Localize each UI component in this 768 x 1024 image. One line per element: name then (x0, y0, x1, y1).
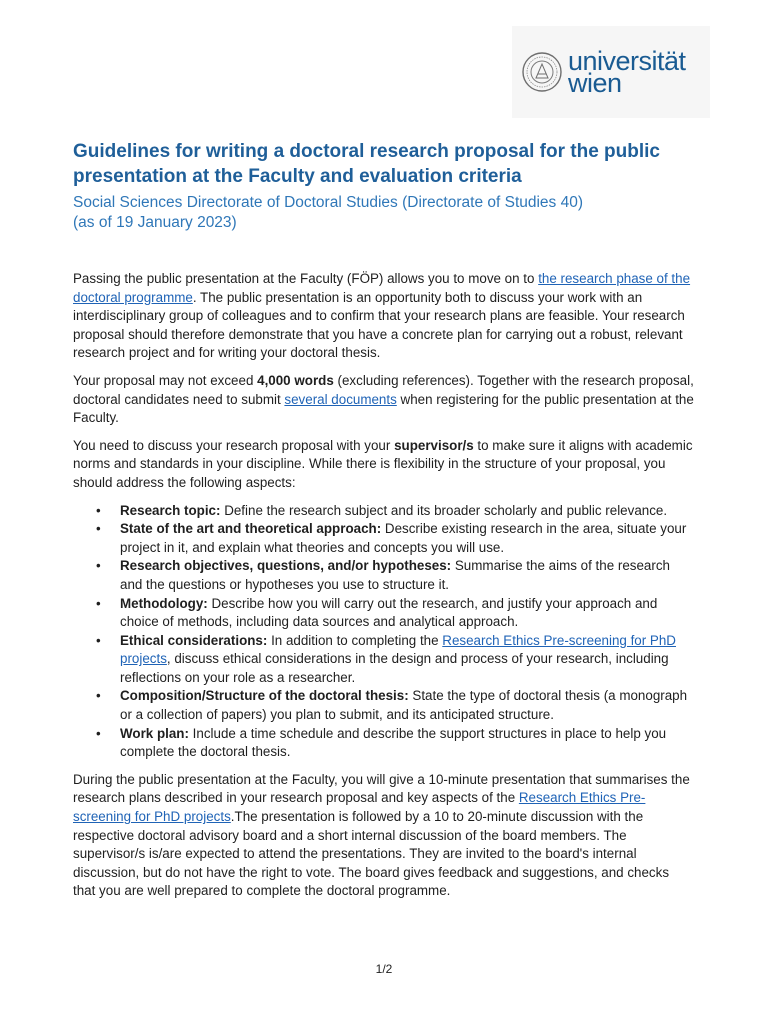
paragraph-intro (73, 270, 695, 363)
bullet: • (96, 558, 101, 574)
list-item (96, 595, 695, 632)
logo-line-1: universität (568, 46, 686, 76)
bullet: • (96, 632, 101, 648)
text: During the public presentation at the Faculty, you will give a 10-minute presentation that summarises the research plans described in your research proposal and key aspects of the (73, 771, 690, 806)
text: Your proposal may not exceed (73, 372, 258, 388)
item-text: , discuss ethical considerations in the design and process of your research, including reflections on your role as a researcher. (120, 651, 669, 685)
text: when registering for the public presentation at the Faculty. (73, 391, 694, 426)
list-item (96, 520, 695, 557)
item-text: Summarise the aims of the research and the questions or hypotheses you use to structure it. (120, 558, 670, 592)
item-label: Research objectives, questions, and/or hypotheses: (120, 558, 452, 574)
document-header (73, 139, 703, 233)
item-label: Research topic: (120, 502, 221, 518)
text: . The public presentation is an opportunity both to discuss your work with an interdisciplinary group of colleagues and to confirm that your research plans are feasible. Your research proposal should therefore demonstrate that you have a concrete plan for carrying out a robust, relevant research project and for writing your doctoral thesis. (73, 289, 685, 361)
list-item (96, 502, 695, 521)
item-text: In addition to completing the (267, 632, 443, 648)
item-label: Work plan: (120, 725, 189, 741)
document-date: (as of 19 January 2023) (73, 214, 237, 231)
list-item (96, 557, 695, 594)
document-subtitle: Social Sciences Directorate of Doctoral Studies (Directorate of Studies 40) (73, 194, 584, 211)
bullet: • (96, 595, 101, 611)
item-label: Ethical considerations: (120, 632, 268, 648)
link-ethics-prescreening[interactable]: Research Ethics Pre-screening for PhD projects (120, 632, 676, 667)
item-text: Describe how you will carry out the research, and justify your approach and choice of methods, including data sources and analytical approach. (120, 595, 658, 630)
item-text: State the type of doctoral thesis (a monograph or a collection of papers) you plan to submit, and its anticipated structure. (120, 688, 688, 723)
page-number: 1/2 (375, 962, 393, 976)
logo-wordmark (568, 46, 686, 98)
text: Passing the public presentation at the Faculty (FÖP) allows you to move on to (73, 271, 539, 286)
paragraph-word-limit (73, 372, 695, 428)
paragraph-presentation (73, 771, 695, 901)
item-text: Describe existing research in the area, situate your project in it, and explain what theories and concepts you will use. (120, 521, 687, 555)
document-title: Guidelines for writing a doctoral research proposal for the public presentation at the Faculty and evaluation criteria (73, 141, 660, 187)
item-label: Composition/Structure of the doctoral thesis: (120, 688, 409, 704)
logo-line-2: wien (568, 68, 622, 98)
list-item (96, 725, 695, 762)
bullet: • (96, 725, 101, 741)
link-research-phase[interactable]: the research phase of the doctoral programme (73, 271, 691, 305)
list-item (96, 632, 695, 688)
bold-text: supervisor/s (394, 437, 474, 453)
item-label: Methodology: (120, 595, 208, 611)
bullet: • (96, 502, 101, 518)
document-body (73, 270, 695, 910)
item-text: Define the research subject and its broader scholarly and public relevance. (220, 502, 668, 518)
bold-text: 4,000 words (257, 372, 334, 388)
bullet: • (96, 521, 101, 537)
text: (excluding references). Together with the research proposal, doctoral candidates need to submit (73, 372, 694, 407)
text: .The presentation is followed by a 10 to 20-minute discussion with the respective doctoral advisory board and a short internal discussion of the board members. The supervisor/s is/are expected to attend the presentations. They are invited to the board's internal discussion, but do not have the right to vote. The board gives feedback and suggestions, and checks that you are well prepared to complete the doctoral programme. (73, 809, 670, 899)
list-item (96, 687, 695, 724)
text: to make sure it aligns with academic norms and standards in your discipline. While there is flexibility in the structure of your proposal, you should address the following aspects: (73, 437, 693, 490)
item-label: State of the art and theoretical approach: (120, 521, 382, 537)
paragraph-supervisor (73, 437, 695, 493)
university-seal-icon (522, 52, 562, 92)
item-text: Include a time schedule and describe the support structures in place to help you complete the doctoral thesis. (120, 725, 667, 760)
link-several-documents[interactable]: several documents (284, 391, 397, 407)
text: You need to discuss your research proposal with your (73, 437, 395, 453)
aspects-list (73, 502, 695, 762)
link-ethics-prescreening-2[interactable]: Research Ethics Pre-screening for PhD projects (73, 790, 646, 825)
bullet: • (96, 688, 101, 704)
university-logo (512, 26, 710, 118)
